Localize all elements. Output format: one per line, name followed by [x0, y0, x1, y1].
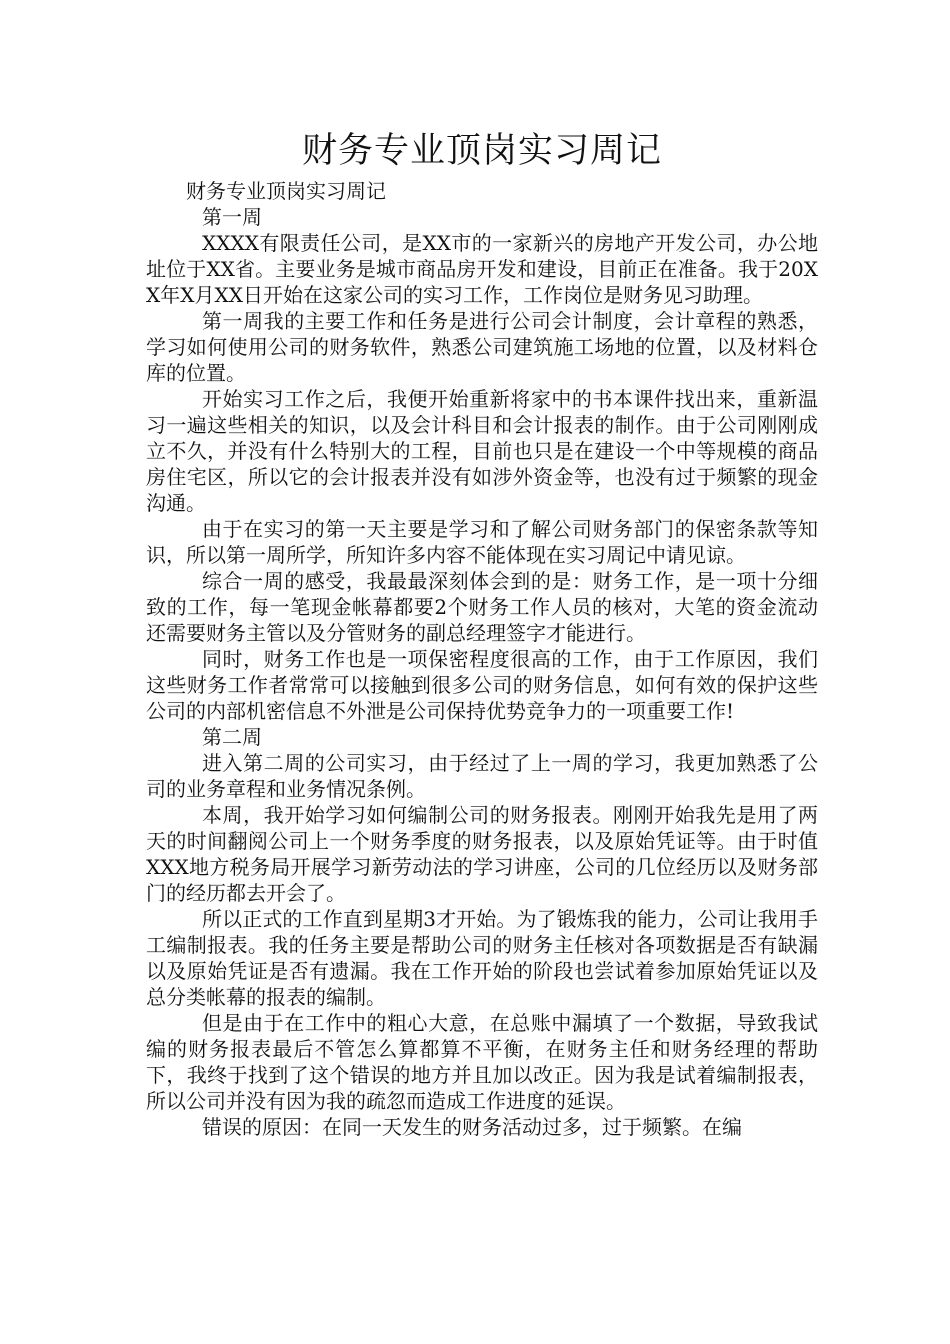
document-title: 财务专业顶岗实习周记: [301, 131, 662, 171]
paragraph: 所以正式的工作直到星期3才开始。为了锻炼我的能力，公司让我用手工编制报表。我的任务主要是帮助公司的财务主任核对各项数据是否有缺漏以及原始凭证是否有遗漏。我在工作开始的阶段也尝试着参加原始凭证以及总分类帐幕的报表的编制。: [146, 907, 818, 1009]
document-subtitle: 财务专业顶岗实习周记: [186, 179, 386, 203]
paragraph: 同时，财务工作也是一项保密程度很高的工作，由于工作原因，我们这些财务工作者常常可以接触到很多公司的财务信息，如何有效的保护这些公司的内部机密信息不外泄是公司保持优势竞争力的一项重要工作!: [146, 647, 818, 723]
paragraph: 开始实习工作之后，我便开始重新将家中的书本课件找出来，重新温习一遍这些相关的知识，以及会计科目和会计报表的制作。由于公司刚刚成立不久，并没有什么特别大的工程，目前也只是在建设一个中等规模的商品房住宅区，所以它的会计报表并没有如涉外资金等，也没有过于频繁的现金沟通。: [146, 387, 818, 515]
paragraph: 由于在实习的第一天主要是学习和了解公司财务部门的保密条款等知识，所以第一周所学，所知许多内容不能体现在实习周记中请见谅。: [146, 517, 818, 567]
document-page: [146, 128, 818, 1140]
paragraph: 但是由于在工作中的粗心大意，在总账中漏填了一个数据，导致我试编的财务报表最后不管怎么算都算不平衡，在财务主任和财务经理的帮助下，我终于找到了这个错误的地方并且加以改正。因为我是试着编制报表，所以公司并没有因为我的疏忽而造成工作进度的延误。: [146, 1011, 818, 1113]
week2-heading: 第二周: [202, 725, 262, 749]
paragraph: 综合一周的感受，我最最深刻体会到的是：财务工作，是一项十分细致的工作，每一笔现金帐幕都要2个财务工作人员的核对，大笔的资金流动还需要财务主管以及分管财务的副总经理签字才能进行。: [146, 569, 818, 645]
paragraph: XXXX有限责任公司，是XX市的一家新兴的房地产开发公司，办公地址位于XX省。主要业务是城市商品房开发和建设，目前正在准备。我于20XX年X月XX日开始在这家公司的实习工作，工作岗位是财务见习助理。: [146, 231, 818, 307]
paragraph: 本周，我开始学习如何编制公司的财务报表。刚刚开始我先是用了两天的时间翻阅公司上一个财务季度的财务报表，以及原始凭证等。由于时值XXX地方税务局开展学习新劳动法的学习讲座，公司的几位经历以及财务部门的经历都去开会了。: [146, 803, 818, 905]
paragraph: 错误的原因：在同一天发生的财务活动过多，过于频繁。在编: [202, 1115, 742, 1139]
paragraph: 第一周我的主要工作和任务是进行公司会计制度，会计章程的熟悉，学习如何使用公司的财务软件，熟悉公司建筑施工场地的位置，以及材料仓库的位置。: [146, 309, 818, 385]
week1-heading: 第一周: [202, 205, 262, 229]
paragraph: 进入第二周的公司实习，由于经过了上一周的学习，我更加熟悉了公司的业务章程和业务情况条例。: [146, 751, 818, 801]
